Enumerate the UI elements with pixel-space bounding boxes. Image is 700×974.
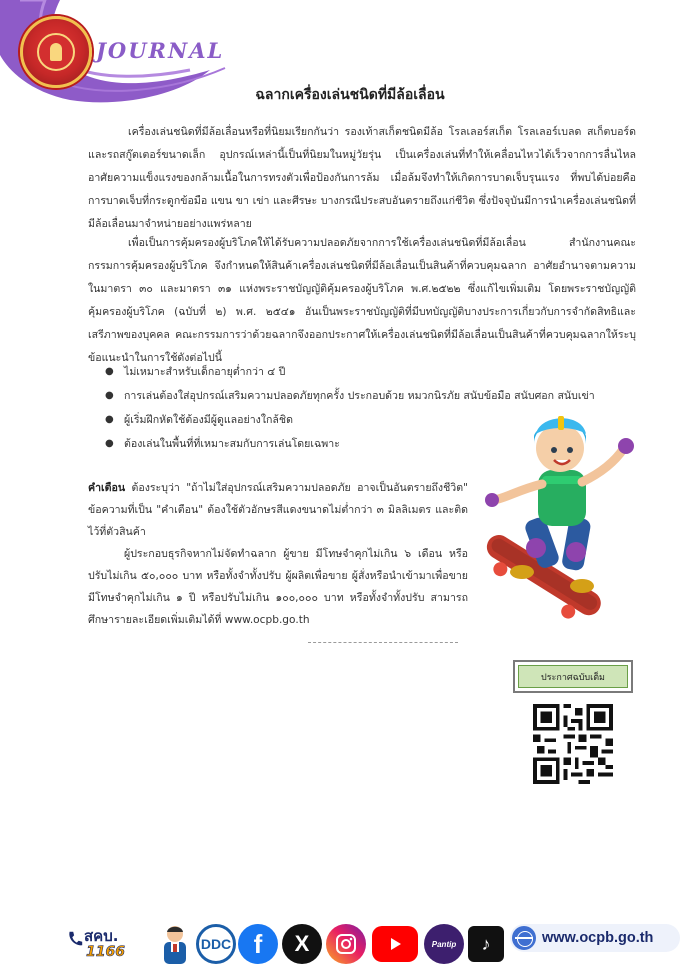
qr-code[interactable]: [533, 704, 613, 784]
phone-icon: [66, 930, 84, 948]
list-item: ● ต้องเล่นในพื้นที่ที่เหมาะสมกับการเล่นโดยเฉพาะ: [105, 433, 635, 455]
intro-paragraph: เครื่องเล่นชนิดที่มีล้อเลื่อนหรือที่นิยมเรียกกันว่า รองเท้าสเก็ตชนิดมีล้อ โรลเลอร์สเก็ต โรลเลอร์เบลด สเก็ตบอร์ด และรถสกู๊ตเตอร์ขนาดเล็ก อุปกรณ์เหล่านี้เป็นที่นิยมในหมู่วัยรุ่น เป็นเครื่องเล่นที่ทำให้เคลื่อนไหวได้เร็วจากการลื่นไหล อาศัยความแข็งแรงของกล้ามเนื้อในการทรงตัวเพื่อป้องกันการล้ม เมื่อล้มจึงทำให้เกิดการบาดเจ็บรุนแรง ที่พบได้บ่อยคือการบาดเจ็บที่กระดูกข้อมือ แขน ขา เข่า และศีรษะ บางกรณีประสบอันตรายถึงแก่ชีวิต ซึ่งปัจจุบันมีการนำเครื่องเล่นชนิดที่มีล้อเลื่อนมาจำหน่ายอย่างแพร่หลาย: [88, 126, 636, 230]
facebook-icon[interactable]: f: [238, 924, 278, 964]
x-twitter-icon[interactable]: X: [282, 924, 322, 964]
warning-label: คำเตือน: [88, 482, 126, 494]
list-item: ● การเล่นต้องใส่อุปกรณ์เสริมความปลอดภัยทุกครั้ง ประกอบด้วย หมวกนิรภัย สนับข้อมือ สนับศอก สนับเข่า: [105, 385, 625, 407]
list-item: ● ไม่เหมาะสำหรับเด็กอายุต่ำกว่า ๔ ปี: [105, 361, 635, 383]
pantip-icon[interactable]: Pantip: [424, 924, 464, 964]
website-url: www.ocpb.go.th: [542, 930, 654, 946]
hotline-number: 1166: [86, 944, 125, 960]
ddc-icon[interactable]: DDC: [196, 924, 236, 964]
website-link[interactable]: [510, 924, 680, 952]
journal-wordmark: JOURNAL: [96, 38, 225, 63]
page-title: ฉลากเครื่องเล่นชนิดที่มีล้อเลื่อน: [255, 87, 445, 103]
skateboard-kid-illustration: [478, 400, 648, 630]
globe-icon: [512, 926, 536, 950]
tiktok-icon[interactable]: ♪: [468, 926, 504, 962]
regulation-paragraph: เพื่อเป็นการคุ้มครองผู้บริโภคให้ได้รับความปลอดภัยจากการใช้เครื่องเล่นชนิดที่มีล้อเลื่อน สำนักงานคณะกรรมการคุ้มครองผู้บริโภค จึงกำหนดให้สินค้าเครื่องเล่นชนิดที่มีล้อเลื่อนเป็นสินค้าที่ควบคุมฉลาก อาศัยอำนาจตามความในมาตรา ๓๐ และมาตรา ๓๑ แห่งพระราชบัญญัติคุ้มครองผู้บริโภค พ.ศ.๒๕๒๒ ซึ่งแก้ไขเพิ่มเติม โดยพระราชบัญญัติคุ้มครองผู้บริโภค (ฉบับที่ ๒) พ.ศ. ๒๕๔๑ อันเป็นพระราชบัญญัติที่มีบทบัญญัติบางประการเกี่ยวกับการจำกัดสิทธิและเสรีภาพของบุคคล คณะกรรมการว่าด้วยฉลากจึงออกประกาศให้เครื่องเล่นชนิดที่มีล้อเลื่อนเป็นสินค้าที่ควบคุมฉลากให้ระบุข้อแนะนำในการใช้ดังต่อไปนี้: [88, 237, 636, 364]
hotline-label: สคบ.: [84, 927, 119, 945]
ocpb-seal-logo: [20, 16, 92, 88]
full-announcement-button[interactable]: ประกาศฉบับเต็ม: [518, 665, 628, 688]
section-divider: [308, 642, 458, 643]
warning-text: ต้องระบุว่า "ถ้าไม่ใส่อุปกรณ์เสริมความปลอดภัย อาจเป็นอันตรายถึงชีวิต" ข้อความที่เป็น "คำเตือน" ต้องใช้ตัวอักษรสีแดงขนาดไม่ต่ำกว่า ๓ มิลลิเมตร และติดไว้ที่ตัวสินค้า: [88, 482, 468, 538]
instagram-icon[interactable]: [326, 924, 366, 964]
warning-paragraph: [88, 477, 468, 543]
youtube-icon[interactable]: [372, 926, 418, 962]
penalty-paragraph: ผู้ประกอบธุรกิจหากไม่จัดทำฉลาก ผู้ขาย มีโทษจำคุกไม่เกิน ๖ เดือน หรือปรับไม่เกิน ๕๐,๐๐๐ บาท หรือทั้งจำทั้งปรับ ผู้ผลิตเพื่อขาย ผู้สั่งหรือนำเข้ามาเพื่อขาย มีโทษจำคุกไม่เกิน ๑ ปี หรือปรับไม่เกิน ๑๐๐,๐๐๐ บาท หรือทั้งจำทั้งปรับ สามารถศึกษารายละเอียดเพิ่มเติมได้ที่ www.ocpb.go.th: [88, 548, 468, 626]
mascot-icon: [158, 924, 192, 968]
play-icon: [386, 935, 404, 953]
list-item: ● ผู้เริ่มฝึกหัดใช้ต้องมีผู้ดูแลอย่างใกล้ชิด: [105, 409, 635, 431]
footer-bar: [60, 918, 680, 968]
instagram-glyph: [334, 932, 358, 956]
full-announcement-frame: [513, 660, 633, 693]
hotline-badge[interactable]: [66, 924, 148, 964]
